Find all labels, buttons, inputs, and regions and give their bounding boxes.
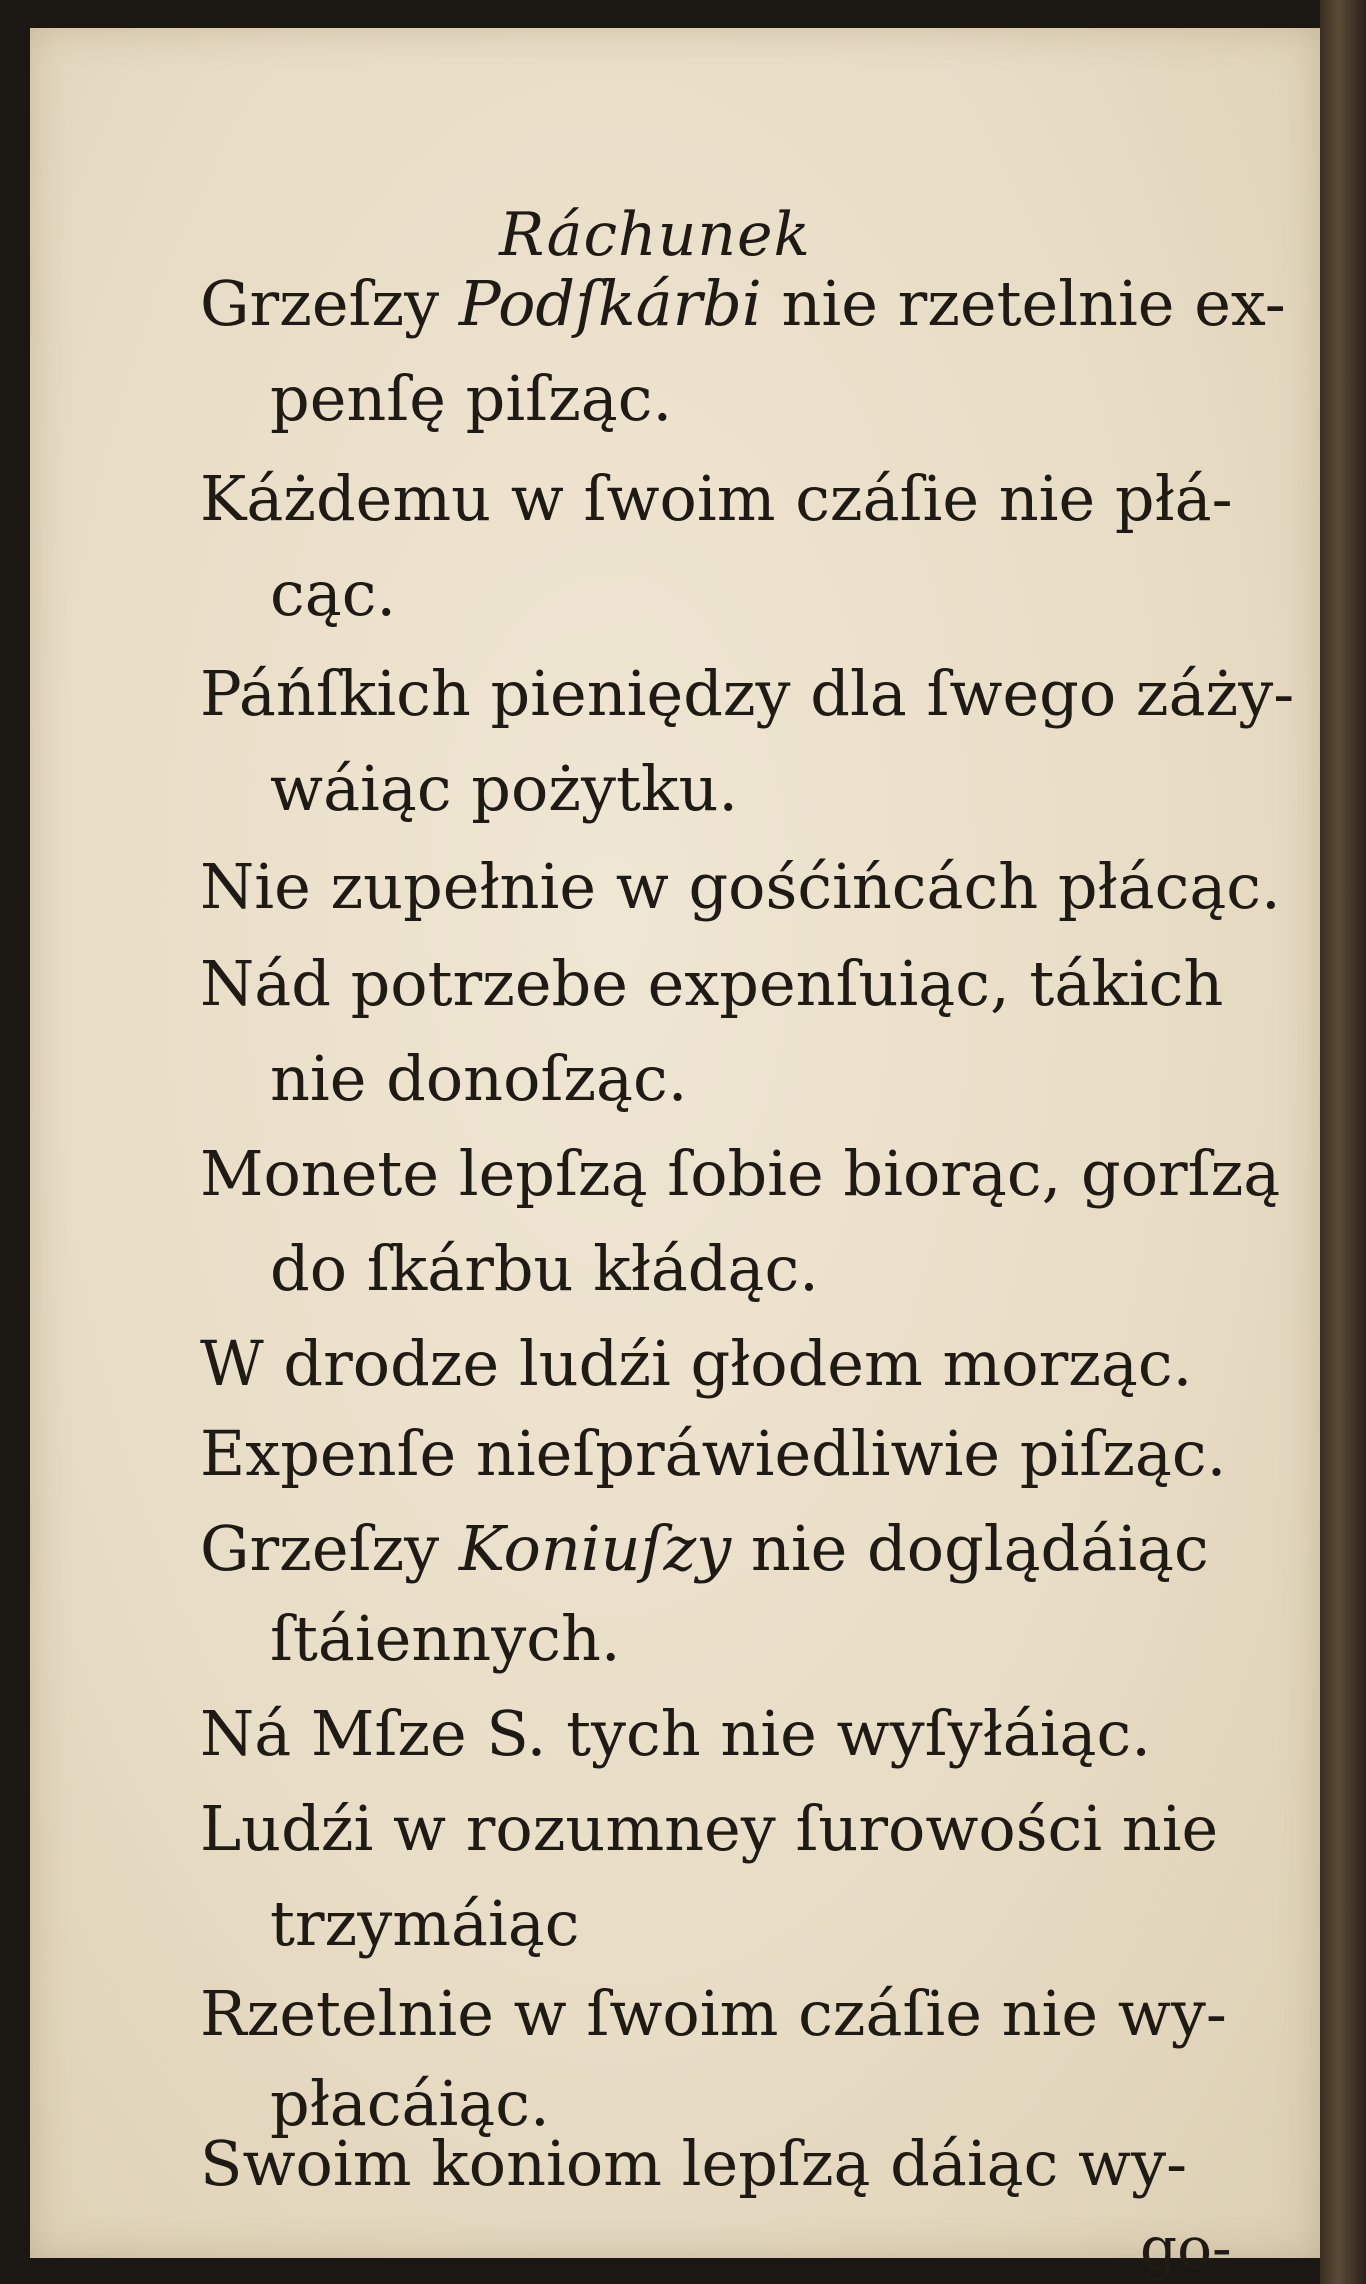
text-line-5: Páńſkich pieniędzy dla ſwego záży-: [200, 657, 1295, 730]
text-line-1: Grzeſzy Podſkárbi nie rzetelnie ex-: [200, 267, 1286, 340]
text-line-18: trzymáiąc: [270, 1887, 580, 1960]
book-spine: [1320, 0, 1366, 2284]
text-line-14: Grzeſzy Koniuſzy nie doglądáiąc: [200, 1512, 1209, 1585]
running-heading: Ráchunek: [499, 200, 811, 270]
text-line-4: cąc.: [270, 557, 397, 630]
text-line-11: do ſkárbu kłádąc.: [270, 1232, 819, 1305]
emphasized-term: Podſkárbi: [458, 267, 762, 340]
emphasized-term: Koniuſzy: [458, 1512, 732, 1585]
text-line-3: Káżdemu w ſwoim czáſie nie płá-: [200, 462, 1233, 535]
page-paper: [30, 28, 1320, 2282]
catchword: go-: [1140, 2214, 1232, 2282]
text-line-21: Swoim koniom lepſzą dáiąc wy-: [200, 2127, 1188, 2200]
text-line-9: nie donoſząc.: [270, 1042, 688, 1115]
text-line-10: Monete lepſzą ſobie biorąc, gorſzą: [200, 1137, 1281, 1210]
text-line-6: wáiąc pożytku.: [270, 752, 739, 825]
text-line-17: Ludźi w rozumney ſurowości nie: [200, 1792, 1219, 1865]
text-line-12: W drodze ludźi głodem morząc.: [200, 1327, 1193, 1400]
text-line-20: płacáiąc.: [270, 2067, 550, 2140]
text-line-13: Expenſe nieſpráwiedliwie piſząc.: [200, 1417, 1227, 1490]
text-line-8: Nád potrzebe expenſuiąc, tákich: [200, 947, 1224, 1020]
text-line-19: Rzetelnie w ſwoim czáſie nie wy-: [200, 1977, 1227, 2050]
page-text: [30, 28, 1320, 2282]
text-line-15: ſtáiennych.: [270, 1602, 621, 1675]
text-line-16: Ná Mſze S. tych nie wyſyłáiąc.: [200, 1697, 1151, 1770]
text-line-7: Nie zupełnie w gośćińcách płácąc.: [200, 850, 1281, 923]
text-line-2: penſę piſząc.: [270, 362, 673, 435]
